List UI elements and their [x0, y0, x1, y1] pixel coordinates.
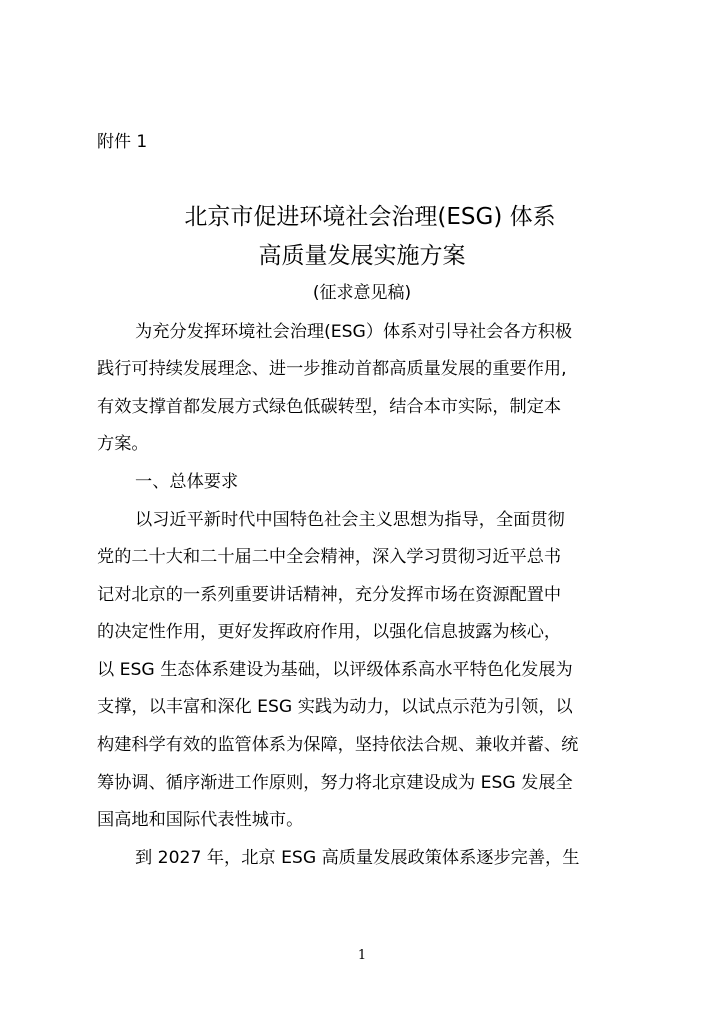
paragraph-line: 国高地和国际代表性城市。 — [97, 810, 304, 830]
document-subtitle: (征求意见稿) — [312, 283, 412, 303]
paragraph-line: 构建科学有效的监管体系为保障，坚持依法合规、兼收并蓄、统 — [97, 735, 579, 755]
paragraph-line: 为充分发挥环境社会治理(ESG）体系对引导社会各方积极 — [135, 322, 573, 342]
section-heading: 一、总体要求 — [135, 472, 239, 492]
document-title-line-1: 北京市促进环境社会治理(ESG) 体系 — [184, 204, 556, 230]
document-title-line-2: 高质量发展实施方案 — [258, 243, 466, 269]
paragraph-line: 到 2027 年，北京 ESG 高质量发展政策体系逐步完善，生 — [135, 848, 580, 868]
paragraph-line: 以习近平新时代中国特色社会主义思想为指导，全面贯彻 — [135, 510, 565, 530]
paragraph-line: 筹协调、循序渐进工作原则，努力将北京建设成为 ESG 发展全 — [97, 773, 573, 793]
page-number: 1 — [357, 948, 367, 963]
paragraph-line: 支撑，以丰富和深化 ESG 实践为动力，以试点示范为引领，以 — [97, 697, 573, 717]
paragraph-line: 以 ESG 生态体系建设为基础，以评级体系高水平特色化发展为 — [97, 660, 573, 680]
paragraph-line: 践行可持续发展理念、进一步推动首都高质量发展的重要作用, — [97, 359, 567, 379]
paragraph-line: 党的二十大和二十届二中全会精神，深入学习贯彻习近平总书 — [97, 547, 562, 567]
paragraph-line: 方案。 — [97, 434, 149, 454]
paragraph-line: 记对北京的一系列重要讲话精神，充分发挥市场在资源配置中 — [97, 585, 562, 605]
attachment-label: 附件 1 — [97, 132, 148, 152]
paragraph-line: 有效支撑首都发展方式绿色低碳转型，结合本市实际，制定本 — [97, 397, 562, 417]
paragraph-line: 的决定性作用，更好发挥政府作用，以强化信息披露为核心， — [97, 622, 562, 642]
